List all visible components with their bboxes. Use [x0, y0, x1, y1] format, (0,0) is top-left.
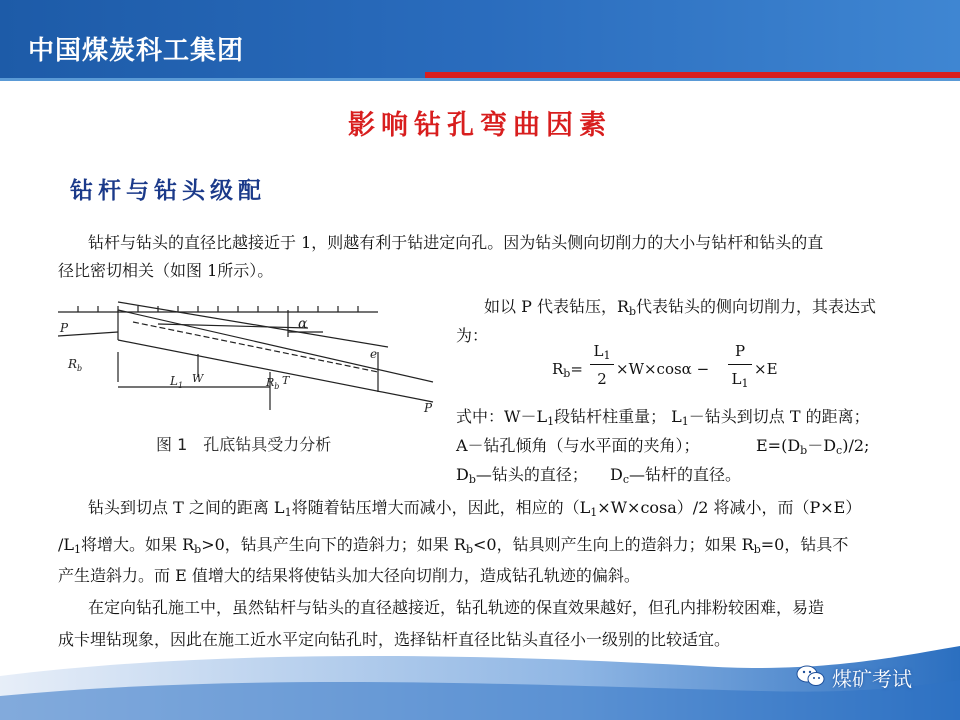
- para3-line1: 钻头到切点 T 之间的距离 $L_1$将随着钻压增大而减小，因此，相应的$(L_1\times W\times\cos a)/2$ 将减小，而（P×E）: [88, 498, 862, 519]
- org-title: 中国煤炭科工集团: [28, 36, 245, 66]
- figure-label-alpha: α: [298, 316, 308, 332]
- figure-label-e: e: [370, 347, 378, 361]
- section-heading: 钻杆与钻头级配: [70, 177, 266, 204]
- formula-lhs: $R_b=$: [552, 360, 583, 380]
- para3-line2: $/L_1$将增大。如果 $R_b>0$，钻具产生向下的造斜力；如果 $R_b<0$，钻具则产生向上的造斜力；如果 $R_b=0$，钻具不: [58, 535, 849, 556]
- formula-num2: P: [734, 342, 746, 360]
- figure-label-p-right: P: [424, 401, 433, 415]
- para3-line3: 产生造斜力。而 E 值增大的结果将使钻头加大径向切削力，造成钻孔轨迹的偏斜。: [58, 566, 640, 585]
- para1-line1: 钻杆与钻头的直径比越接近于 1，则越有利于钻进定向孔。因为钻头侧向切削力的大小与钻杆和钻头的直: [88, 233, 824, 252]
- para4-line2: 成卡埋钻现象，因此在施工近水平定向钻孔时，选择钻杆直径比钻头直径小一级别的比较适宜。: [58, 630, 731, 649]
- formula-fraction-bar-1: [590, 364, 614, 365]
- watermark-text: 煤矿考试: [832, 667, 912, 691]
- figure-caption: 图 1 孔底钻具受力分析: [156, 435, 332, 454]
- formula-num1: $L_1$: [593, 342, 611, 362]
- legend-line2-a: A－钻孔倾角（与水平面的夹角）；: [456, 436, 700, 455]
- formula-fraction-bar-2: [728, 364, 752, 365]
- formula-den1: 2: [597, 370, 607, 388]
- figure-label-t: T: [282, 374, 290, 387]
- force-diagram: [58, 292, 438, 418]
- formula-mid: ×W×cosα −: [616, 360, 710, 378]
- figure-label-rbt: $R_b$: [266, 376, 280, 391]
- legend-line3-a: $D_b—$钻头的直径；: [456, 465, 588, 486]
- para4-line1: 在定向钻孔施工中，虽然钻杆与钻头的直径越接近，钻孔轨迹的保直效果越好，但孔内排粉较困难，易造: [88, 598, 825, 617]
- figure-label-w: W: [192, 372, 204, 385]
- formula-tail: ×E: [754, 360, 778, 378]
- wechat-icon: [796, 664, 826, 688]
- figure-label-rb: $R_b$: [68, 357, 83, 373]
- para2-line1: 如以 P 代表钻压，$R_b$代表钻头的侧向切削力，其表达式: [484, 297, 877, 318]
- figure-label-l1: $L_1$: [170, 374, 184, 390]
- formula-den2: $L_1$: [731, 370, 749, 390]
- legend-line2-b: $E=(D_b-D_c)/2$;: [756, 436, 870, 457]
- figure-label-p-left: P: [60, 321, 69, 335]
- slide-title: 影响钻孔弯曲因素: [348, 110, 612, 141]
- para1-line2: 径比密切相关（如图 1所示）。: [58, 261, 274, 280]
- header-bar: [0, 0, 960, 78]
- legend-line3-b: $D_c—$钻杆的直径。: [610, 465, 742, 486]
- header-blue-stripe: [0, 78, 960, 81]
- rb-formula: [552, 338, 792, 398]
- legend-line1: 式中：$W-L_1$段钻杆柱重量； $L_1-$钻头到切点 T 的距离；: [456, 407, 870, 428]
- watermark: [796, 656, 946, 696]
- para2-line2: 为：: [456, 326, 489, 345]
